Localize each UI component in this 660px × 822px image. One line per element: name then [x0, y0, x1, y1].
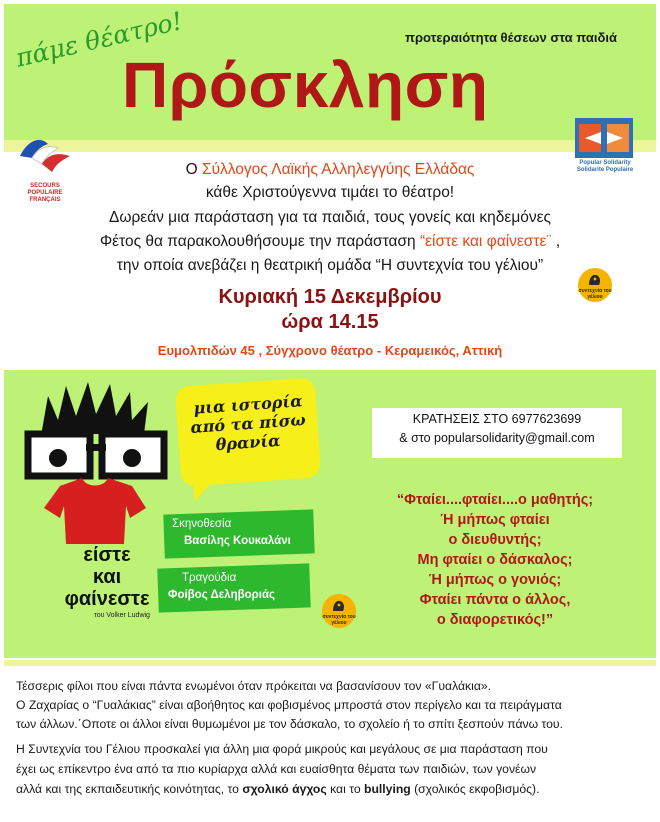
- intro-play-suffix: ,: [551, 233, 561, 250]
- event-date: Κυριακή 15 Δεκεμβρίου: [218, 286, 442, 308]
- intro-line-free-show: Δωρεάν μια παράσταση για τα παιδιά, τους γονείς και κηδεμόνες: [108, 209, 552, 226]
- play-name: “είστε και φαίνεστε¨: [419, 233, 552, 250]
- intro-line-organization: [100, 161, 560, 179]
- intro-line-troupe: την οποία ανεβάζει η θεατρική ομάδα “Η συντεχνία του γέλιου”: [116, 257, 544, 274]
- play-title-line: και: [92, 566, 122, 588]
- description-line: Η Συντεχνία του Γέλιου προσκαλεί για άλλη μια φορά μικρούς και μεγάλους σε μια παράσταση που: [16, 742, 548, 756]
- play-author: του Volker Ludwig: [94, 612, 150, 619]
- priority-note: προτεραιότητα θέσεων στα παιδιά: [405, 30, 617, 45]
- event-address: Ευμολπιδών 45 , Σύγχρονο θέατρο - Κεραμεικός, Αττική: [157, 343, 503, 358]
- booking-phone: ΚΡΑΤΗΣΕΙΣ ΣΤΟ 6977623699: [412, 412, 582, 426]
- play-band-strip: [4, 660, 656, 666]
- songs-credit-bar: [157, 563, 310, 612]
- popular-solidarity-logo-icon: [575, 118, 633, 158]
- bubble-line: από τα πίσω: [189, 409, 307, 438]
- description-line: των άλλων.΄Οποτε οι άλλοι είναι θυμωμένοι με τον δάσκαλο, το σχολείο ή το σπίτι ξεσπούν πάνω του.: [16, 717, 563, 731]
- bubble-line: θρανία: [215, 430, 281, 455]
- play-title-line: φαίνεστε: [64, 588, 150, 610]
- description-text: και το: [326, 782, 364, 796]
- troupe-logo-icon: [578, 268, 612, 302]
- troupe-logo-label: συντεχνία του γέλιου: [578, 288, 612, 300]
- description-line: έχει ως επίκεντρο ένα από τα πιο κυρίαρχα αλλά και ευαίσθητα θέματα των παιδιών, των γονέων: [16, 762, 537, 776]
- quote-line: Ή μήπως ο γονιός;: [428, 572, 562, 588]
- quote-line: “Φταίει....φταίει....ο μαθητής;: [396, 492, 594, 508]
- secours-populaire-label: SECOURS POPULAIRE FRANÇAIS: [27, 183, 63, 203]
- header-strip: [4, 140, 656, 152]
- intro-prefix: Ο: [185, 161, 198, 178]
- troupe-logo-label: συντεχνία του γέλιου: [322, 614, 356, 626]
- description-line: Τέσσερις φίλοι που είναι πάντα ενωμένοι όταν πρόκειται να βασανίσουν τον «Γυαλάκια».: [16, 679, 492, 693]
- intro-play-prefix: Φέτος θα παρακολουθήσουμε την παράσταση: [99, 233, 416, 250]
- booking-email: & στο popularsolidarity@gmail.com: [399, 431, 595, 445]
- description-line: Ο Ζαχαρίας ο “Γυαλάκιας” είναι αβοήθητος και φοβισμένος μπροστά στον περίγελο και τα πειράγματα: [16, 698, 562, 712]
- description-text: αλλά και της εκπαιδευτικής κοινότητας, το: [16, 782, 243, 796]
- direction-role: Σκηνοθεσία: [172, 518, 232, 530]
- quote-line: Μη φταίει ο δάσκαλος;: [417, 552, 573, 568]
- direction-name: Βασίλης Κουκαλάνι: [184, 535, 291, 547]
- description-text: (σχολικός εκφοβισμός).: [410, 782, 540, 796]
- organization-name: Σύλλογος Λαϊκής Αλληλεγγύης Ελλάδας: [201, 161, 475, 178]
- description-line: [16, 782, 646, 796]
- play-title-line: είστε: [83, 544, 131, 566]
- songs-role: Τραγούδια: [182, 572, 237, 584]
- quote-line: Ή μήπως φταίει: [440, 512, 550, 528]
- secours-populaire-logo-icon: [14, 122, 74, 182]
- intro-line-christmas: κάθε Χριστούγεννα τιμάει το θέατρο!: [205, 184, 455, 201]
- intro-line-play: [60, 233, 600, 251]
- quote-line: ο διαφορετικός!”: [436, 612, 554, 628]
- bubble-line: μια ιστορία: [192, 391, 304, 418]
- quote-line: ο διευθυντής;: [448, 532, 542, 548]
- songs-name: Φοίβος Δεληβοριάς: [168, 589, 275, 601]
- highlight-school-anxiety: σχολικό άγχος: [242, 782, 327, 796]
- direction-credit-bar: [163, 509, 314, 558]
- slogan: πάμε θέατρο!: [13, 6, 186, 73]
- popular-solidarity-label: Popular Solidarity Solidarite Populaire: [576, 160, 634, 173]
- event-time: ώρα 14.15: [281, 311, 379, 333]
- page-title: Πρόσκληση: [122, 49, 489, 121]
- highlight-bullying: bullying: [364, 782, 411, 796]
- quote-line: Φταίει πάντα ο άλλος,: [419, 592, 571, 608]
